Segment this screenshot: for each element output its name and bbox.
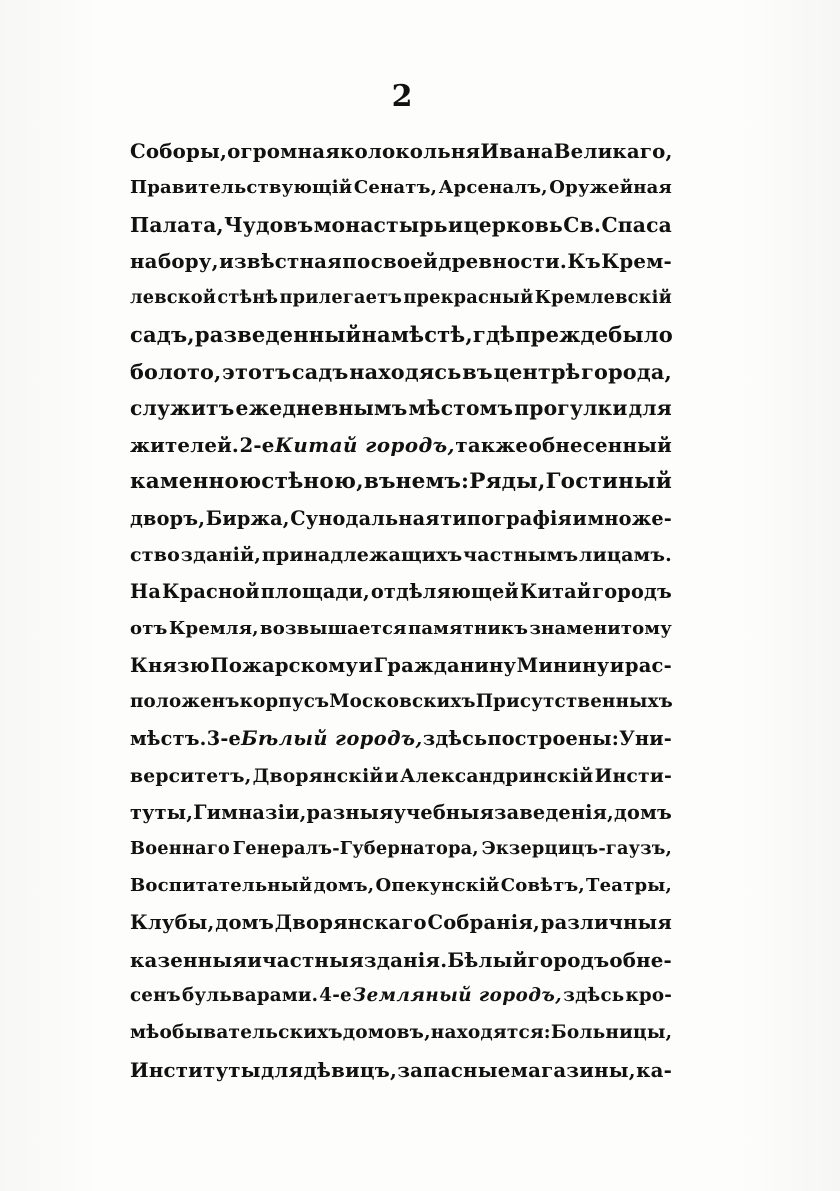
word: прогулки xyxy=(514,396,628,421)
district-name: Бѣлый городъ, xyxy=(241,727,423,750)
word: находятся: xyxy=(430,1022,551,1043)
word: принадлежащихъ xyxy=(261,544,463,567)
word: 3-е xyxy=(206,727,241,750)
word: Чудовъ xyxy=(224,212,314,237)
text-line xyxy=(130,464,672,501)
word: лицамъ. xyxy=(579,544,672,567)
page-number: 2 xyxy=(391,79,413,114)
word: туты, xyxy=(130,800,194,824)
word: колокольня xyxy=(339,139,481,163)
word: прилегаетъ xyxy=(279,287,403,308)
word: 2-е xyxy=(239,433,275,457)
word: и xyxy=(358,653,374,677)
word: Клубы, xyxy=(130,910,215,934)
word: ка- xyxy=(636,1057,672,1082)
word: Собранія, xyxy=(427,910,540,934)
word: Бѣлый xyxy=(447,947,528,972)
word: Александринскій xyxy=(399,764,594,787)
word: служитъ xyxy=(130,396,235,421)
word: разныя xyxy=(306,800,394,824)
word: Китай xyxy=(519,580,592,603)
word: На xyxy=(130,580,162,603)
text-line xyxy=(130,243,672,280)
word: Гражданину xyxy=(373,653,517,677)
text-line xyxy=(130,1052,672,1089)
word: Театры, xyxy=(586,875,672,896)
word: огромная xyxy=(227,139,340,163)
word: левской xyxy=(130,287,217,308)
word: Уни- xyxy=(619,727,672,750)
word: Красной xyxy=(162,580,260,603)
word: верситетъ, xyxy=(130,764,252,787)
word: построены: xyxy=(487,727,620,750)
word: заведенія, xyxy=(494,800,614,824)
word: дѣвицъ, xyxy=(303,1057,398,1082)
word: мѣстомъ xyxy=(408,396,514,421)
word: города, xyxy=(581,359,672,384)
word: Гимназіи, xyxy=(193,800,307,824)
word: Гостиный xyxy=(545,468,673,494)
word: зданій, xyxy=(180,544,262,567)
word: домъ xyxy=(215,910,274,934)
word: также xyxy=(455,433,529,457)
word: Генералъ-Губернатора, xyxy=(232,838,479,860)
word: частнымъ xyxy=(463,544,579,567)
word: для xyxy=(628,396,672,421)
word: здѣсь xyxy=(422,727,488,750)
word: зданія. xyxy=(363,947,448,972)
word: каменною xyxy=(130,468,262,494)
word: Совѣтъ, xyxy=(500,875,585,896)
district-name: Земляный городъ, xyxy=(352,985,563,1007)
word: Воспитательный xyxy=(130,875,313,896)
text-line xyxy=(130,905,672,942)
word: Сунодальная xyxy=(290,506,440,530)
word: различныя xyxy=(540,910,672,934)
word: монастырь xyxy=(313,212,448,237)
word: городъ xyxy=(527,947,610,972)
text-line xyxy=(130,611,672,648)
word: Ивана xyxy=(480,139,554,163)
text-line xyxy=(130,207,672,244)
word: извѣстная xyxy=(219,249,342,274)
word: находясь xyxy=(349,359,462,384)
word: обне- xyxy=(609,947,672,972)
word: ежедневнымъ xyxy=(235,396,408,421)
word: сенъ xyxy=(130,985,181,1007)
word: по xyxy=(342,249,371,274)
text-line xyxy=(130,758,672,795)
word: садъ xyxy=(291,359,349,384)
word: церковь xyxy=(463,212,563,237)
word: обнесенный xyxy=(528,433,672,457)
word: и xyxy=(247,947,263,972)
text-line xyxy=(130,831,672,868)
word: въ xyxy=(363,468,396,494)
text-line xyxy=(130,942,672,979)
text-line xyxy=(130,390,672,427)
word: Соборы, xyxy=(130,139,228,163)
word: Пожарскому xyxy=(210,653,359,677)
word: на xyxy=(130,249,158,274)
word: стѣнѣ xyxy=(217,287,279,308)
word: бору, xyxy=(158,249,219,274)
word: учебныя xyxy=(393,800,495,824)
text-line xyxy=(130,648,672,685)
text-line xyxy=(130,354,672,391)
word: частныя xyxy=(262,947,364,972)
text-line xyxy=(130,170,672,207)
word: жителей. xyxy=(130,433,240,457)
text-line xyxy=(130,1015,672,1052)
word: городъ xyxy=(592,580,672,603)
word: разведенный xyxy=(194,321,362,347)
body-text xyxy=(130,133,672,1089)
word: на xyxy=(361,321,391,347)
word: и xyxy=(572,506,587,530)
word: бульварами. xyxy=(182,985,319,1007)
word: Дворянскій xyxy=(252,764,384,787)
word: 4-е xyxy=(319,985,352,1007)
text-line xyxy=(130,537,672,574)
word: Кремля, xyxy=(168,617,259,639)
word: Крем- xyxy=(601,249,672,274)
word: немъ: xyxy=(395,468,470,494)
word: Спаса xyxy=(601,212,672,237)
word: Правительствующій xyxy=(130,176,353,198)
word: Кремлевскій xyxy=(534,287,672,308)
word: Инсти- xyxy=(594,764,672,787)
word: центрѣ xyxy=(493,359,581,384)
word: гдѣ xyxy=(472,321,516,347)
word: мѣстъ. xyxy=(130,727,207,750)
text-line xyxy=(130,684,672,721)
word: Ряды, xyxy=(469,468,546,494)
word: и xyxy=(609,653,625,677)
word: ство xyxy=(130,544,181,567)
word: Палата, xyxy=(130,212,224,237)
word: рас- xyxy=(624,653,672,677)
word: Московскихъ xyxy=(329,691,476,713)
word: Оружейная xyxy=(549,176,672,198)
text-line xyxy=(130,721,672,758)
word: отдѣляющей xyxy=(370,580,519,603)
word: знаменитому xyxy=(529,617,672,639)
word: стѣною, xyxy=(261,468,364,494)
word: Военнаго xyxy=(130,838,230,860)
word: Биржа, xyxy=(205,506,290,530)
word: казенныя xyxy=(130,947,248,972)
text-line xyxy=(130,427,672,464)
word: Больницы, xyxy=(550,1022,673,1043)
word: мѣ xyxy=(130,1022,160,1043)
word: Св. xyxy=(563,212,602,237)
word: и xyxy=(384,764,399,787)
text-line xyxy=(130,795,672,832)
text-line xyxy=(130,868,672,905)
word: Къ xyxy=(567,249,601,274)
word: здѣсь xyxy=(563,985,625,1007)
text-line xyxy=(130,501,672,538)
word: памятникъ xyxy=(408,617,529,639)
word: отъ xyxy=(130,617,168,639)
word: Опекунскій xyxy=(375,875,500,896)
word: въ xyxy=(462,359,493,384)
word: положенъ xyxy=(130,691,240,713)
word: домъ xyxy=(614,800,672,824)
text-line xyxy=(130,574,672,611)
word: Экзерцицъ-гаузъ, xyxy=(481,838,672,860)
word: и xyxy=(447,212,464,237)
district-name: Китай городъ, xyxy=(274,433,455,457)
word: Сенатъ, xyxy=(353,176,438,198)
word: древности. xyxy=(438,249,567,274)
word: домовъ, xyxy=(342,1022,431,1043)
word: типографія xyxy=(440,506,572,530)
word: возвышается xyxy=(260,617,407,639)
word: Князю xyxy=(130,653,210,677)
word: садъ, xyxy=(130,321,195,347)
word: Арсеналъ, xyxy=(438,176,548,198)
word: Великаго, xyxy=(553,139,673,163)
text-line xyxy=(130,280,672,317)
word: Минину xyxy=(516,653,610,677)
word: Присутственныхъ xyxy=(475,691,673,713)
word: Институты xyxy=(130,1057,261,1082)
text-line xyxy=(130,317,672,354)
word: площади, xyxy=(260,580,370,603)
word: множе- xyxy=(587,506,672,530)
word: запасные xyxy=(397,1057,511,1082)
word: дворъ, xyxy=(130,506,206,530)
word: болото, xyxy=(130,359,222,384)
word: своей xyxy=(370,249,438,274)
word: этотъ xyxy=(222,359,292,384)
text-line xyxy=(130,133,672,170)
word: домъ, xyxy=(313,875,375,896)
word: кро- xyxy=(625,985,672,1007)
word: было xyxy=(608,321,673,347)
word: корпусъ xyxy=(239,691,330,713)
word: прежде xyxy=(515,321,609,347)
text-line xyxy=(130,978,672,1015)
word: магазины, xyxy=(510,1057,636,1082)
word: мѣстѣ, xyxy=(390,321,473,347)
word: прекрасный xyxy=(403,287,534,308)
word: для xyxy=(261,1057,304,1082)
word: обывательскихъ xyxy=(159,1022,343,1043)
word: Дворянскаго xyxy=(274,910,427,934)
